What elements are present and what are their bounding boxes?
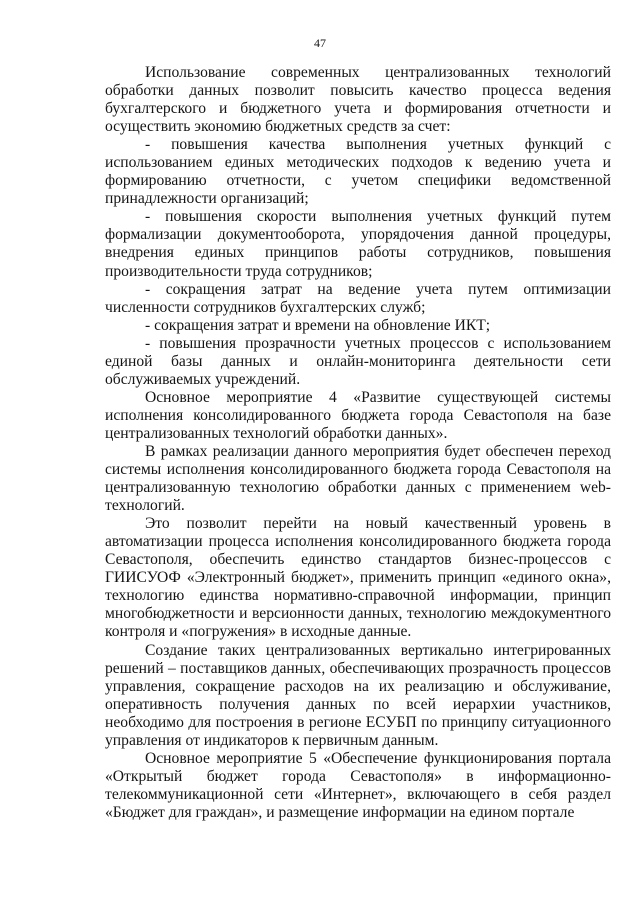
list-item-accounting-costs: - сокращения затрат на ведение учета путем оптимизации численности сотрудников бухгалтерских служб; xyxy=(105,280,611,316)
list-item-quality: - повышения качества выполнения учетных функций с использованием единых методических подходов к ведению учета и формированию отчетности, с учетом специфики ведомственной принадлежности организаций; xyxy=(105,136,611,208)
paragraph-intro: Использование современных централизованных технологий обработки данных позволит повысить качество процесса ведения бухгалтерского и бюджетного учета и формирования отчетности и осуществить экономию бюджетных средств за счет: xyxy=(105,64,611,136)
paragraph-activity-5: Основное мероприятие 5 «Обеспечение функционирования портала «Открытый бюджет города Севастополя» в информационно-телекоммуникационной сети «Интернет», включающего в себя раздел «Бюджет для граждан», и размещение информации на едином портале xyxy=(105,749,611,821)
paragraph-automation: Это позволит перейти на новый качественный уровень в автоматизации процесса исполнения консолидированного бюджета города Севастополя, обеспечить единство стандартов бизнес-процессов с ГИИСУОФ «Электронный бюджет», применить принцип «единого окна», технологию единства нормативно-справочной информации, принцип многобюджетности и версионности данных, технологию междокументного контроля и «погружения» в исходные данные. xyxy=(105,515,611,641)
list-item-ict-costs: - сокращения затрат и времени на обновление ИКТ; xyxy=(145,316,491,334)
list-item-speed: - повышения скорости выполнения учетных функций путем формализации документооборота, упорядочения данной процедуры, внедрения единых принципов работы сотрудников, повышения производительности труда сотрудников; xyxy=(105,208,611,280)
document-body xyxy=(105,64,611,822)
paragraph-transition: В рамках реализации данного мероприятия будет обеспечен переход системы исполнения консолидированного бюджета города Севастополя на централизованную технологию обработки данных с применением web-технологий. xyxy=(105,442,611,515)
list-item-transparency: - повышения прозрачности учетных процессов с использованием единой базы данных и онлайн-мониторинга деятельности сети обслуживаемых учреждений. xyxy=(105,334,611,388)
paragraph-integrated-solutions: Создание таких централизованных вертикально интегрированных решений – поставщиков данных, обеспечивающих прозрачность процессов управления, сокращение расходов на их реализацию и обслуживание, оперативность получения данных по всей иерархии участников, необходимо для построения в регионе ЕСУБП по принципу ситуационного управления от индикаторов к первичным данным. xyxy=(105,641,611,749)
paragraph-activity-4: Основное мероприятие 4 «Развитие существующей системы исполнения консолидированного бюджета города Севастополя на базе централизованных технологий обработки данных». xyxy=(105,388,611,442)
page-number: 47 xyxy=(314,36,326,50)
